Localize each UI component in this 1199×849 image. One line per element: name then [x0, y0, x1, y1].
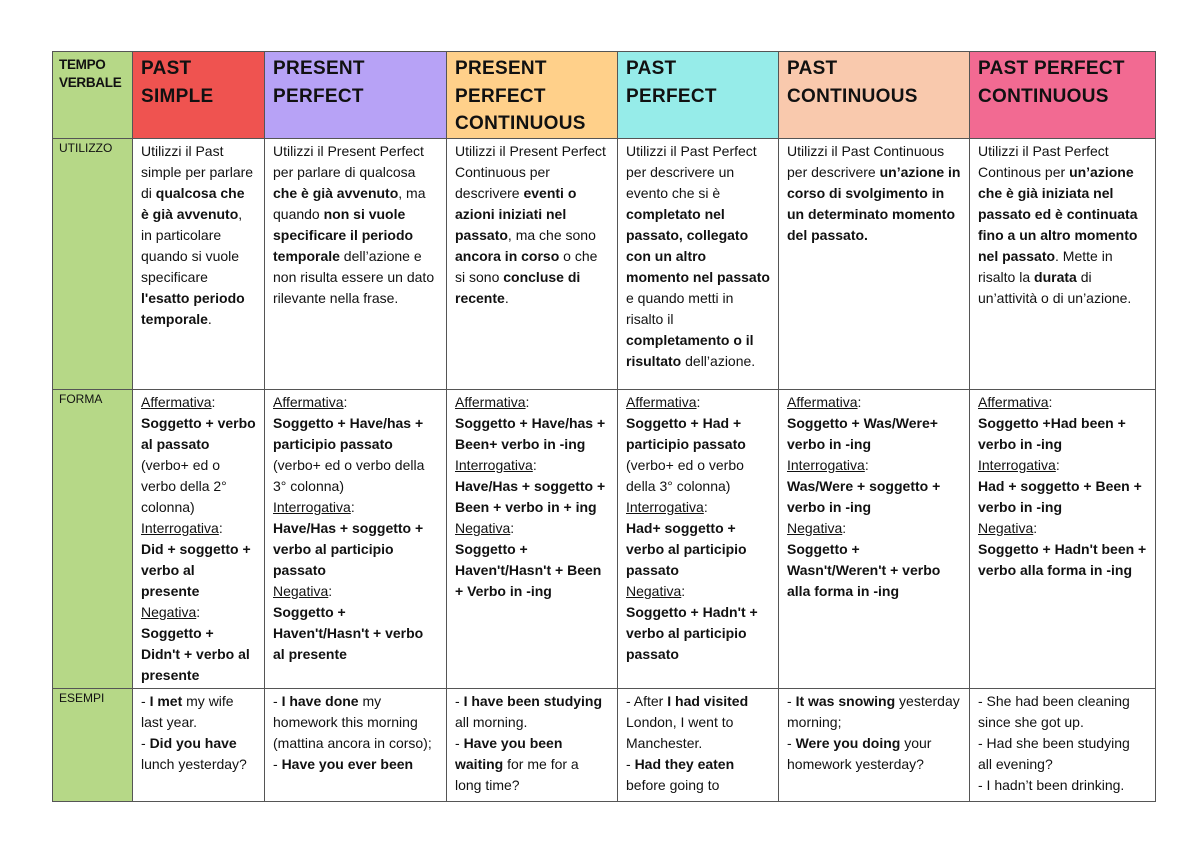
utilizzo-past-perfect-continuous: Utilizzi il Past Perfect Continous per un’azione che è già iniziata nel passato ed è continuata fino a un altro momento nel passato. Mette in risalto la durata di un’attività o di un’azione. [970, 139, 1156, 390]
esempi-past-perfect: - After I had visited London, I went to Manchester. - Had they eaten before going to [618, 689, 779, 802]
utilizzo-label: UTILIZZO [53, 139, 133, 390]
forma-row [53, 390, 1156, 689]
header-present-perfect-continuous: PRESENT PERFECT CONTINUOUS [447, 52, 618, 139]
header-past-simple: PAST SIMPLE [133, 52, 265, 139]
esempi-label: ESEMPI [53, 689, 133, 802]
header-present-perfect: PRESENT PERFECT [265, 52, 447, 139]
esempi-present-perfect-continuous: - I have been studying all morning. - Have you been waiting for me for a long time? [447, 689, 618, 802]
tempo-verbale-label: TEMPO VERBALE [53, 52, 133, 139]
esempi-past-simple: - I met my wife last year. - Did you have lunch yesterday? [133, 689, 265, 802]
forma-past-continuous: Affermativa: Soggetto + Was/Were+ verbo in -ing Interrogativa: Was/Were + soggetto + verbo in -ing Negativa: Soggetto + Wasn't/Weren't + verbo alla forma in -ing [779, 390, 970, 689]
esempi-past-perfect-continuous: - She had been cleaning since she got up. - Had she been studying all evening? - I hadn’t been drinking. [970, 689, 1156, 802]
forma-past-perfect-continuous: Affermativa: Soggetto +Had been + verbo in -ing Interrogativa: Had + soggetto + Been + verbo in -ing Negativa: Soggetto + Hadn't been + verbo alla forma in -ing [970, 390, 1156, 689]
header-past-perfect-continuous: PAST PERFECT CONTINUOUS [970, 52, 1156, 139]
esempi-row [53, 689, 1156, 802]
forma-label: FORMA [53, 390, 133, 689]
utilizzo-present-perfect-continuous: Utilizzi il Present Perfect Continuous per descrivere eventi o azioni iniziati nel passato, ma che sono ancora in corso o che si sono concluse di recente. [447, 139, 618, 390]
utilizzo-past-simple: Utilizzi il Past simple per parlare di qualcosa che è già avvenuto, in particolare quando si vuole specificare l'esatto periodo temporale. [133, 139, 265, 390]
header-past-perfect: PAST PERFECT [618, 52, 779, 139]
header-past-continuous: PAST CONTINUOUS [779, 52, 970, 139]
tenses-table [52, 51, 1156, 802]
esempi-present-perfect: - I have done my homework this morning (mattina ancora in corso); - Have you ever been [265, 689, 447, 802]
forma-present-perfect-continuous: Affermativa: Soggetto + Have/has + Been+ verbo in -ing Interrogativa: Have/Has + soggetto + Been + verbo in + ing Negativa: Soggetto + Haven't/Hasn't + Been + Verbo in -ing [447, 390, 618, 689]
esempi-past-continuous: - It was snowing yesterday morning; - Were you doing your homework yesterday? [779, 689, 970, 802]
utilizzo-row [53, 139, 1156, 390]
utilizzo-past-continuous: Utilizzi il Past Continuous per descrivere un’azione in corso di svolgimento in un determinato momento del passato. [779, 139, 970, 390]
utilizzo-past-perfect: Utilizzi il Past Perfect per descrivere un evento che si è completato nel passato, collegato con un altro momento nel passato e quando metti in risalto il completamento o il risultato dell’azione. [618, 139, 779, 390]
header-row [53, 52, 1156, 139]
forma-past-simple: Affermativa: Soggetto + verbo al passato (verbo+ ed o verbo della 2° colonna) Interrogativa: Did + soggetto + verbo al presente Negativa: Soggetto + Didn't + verbo al presente [133, 390, 265, 689]
forma-present-perfect: Affermativa: Soggetto + Have/has + participio passato (verbo+ ed o verbo della 3° colonna) Interrogativa: Have/Has + soggetto + verbo al participio passato Negativa: Soggetto + Haven't/Hasn't + verbo al presente [265, 390, 447, 689]
forma-past-perfect: Affermativa: Soggetto + Had + participio passato (verbo+ ed o verbo della 3° colonna) Interrogativa: Had+ soggetto + verbo al participio passato Negativa: Soggetto + Hadn't + verbo al participio passato [618, 390, 779, 689]
utilizzo-present-perfect: Utilizzi il Present Perfect per parlare di qualcosa che è già avvenuto, ma quando non si vuole specificare il periodo temporale dell’azione e non risulta essere un dato rilevante nella frase. [265, 139, 447, 390]
